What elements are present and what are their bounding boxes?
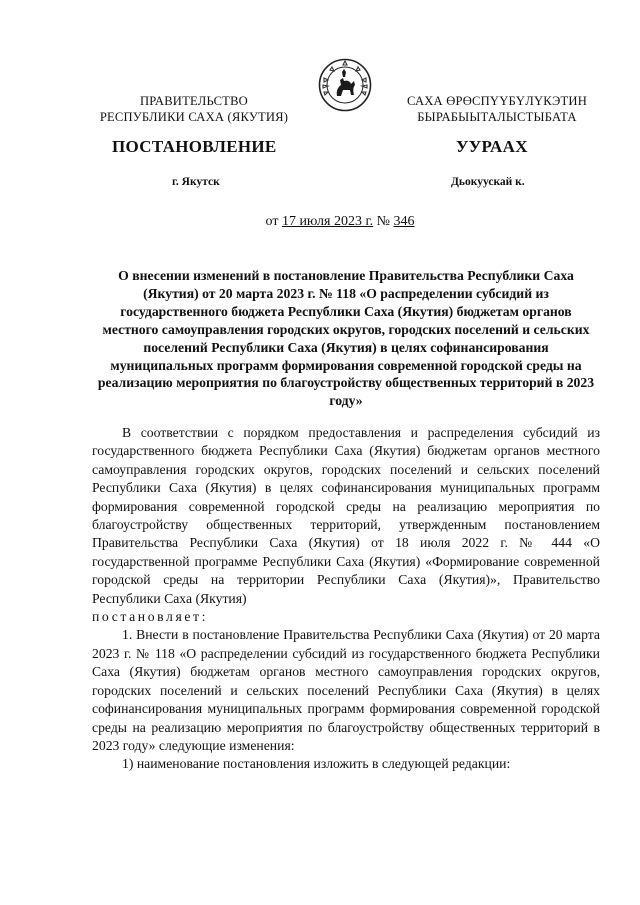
preamble-paragraph bbox=[92, 424, 600, 608]
decree-word: постановляет: bbox=[92, 609, 209, 625]
document-body bbox=[92, 424, 600, 774]
document-date: 17 июля 2023 г. bbox=[281, 214, 374, 229]
date-number-line bbox=[0, 214, 640, 230]
item-1-paragraph: 1. Внести в постановление Правительства Республики Саха (Якутия) от 20 марта 2023 г. № 118 «О распределении субсидий из государственного бюджета Республики Саха (Якутия) бюджетам органов местного самоуправления городских округов, городских поселений и сельских поселений Республики Саха (Якутия) в целях софинансирования муниципальных программ формирования современной городской среды на реализацию мероприятия по благоустройству общественных территорий в 2023 году» следующие изменения: bbox=[92, 627, 600, 753]
city-russian: г. Якутск bbox=[172, 176, 220, 188]
item-1-1-paragraph: 1) наименование постановления изложить в следующей редакции: bbox=[122, 756, 511, 772]
number-sign: № bbox=[376, 214, 390, 229]
date-prefix: от bbox=[265, 214, 279, 229]
coat-of-arms-icon bbox=[318, 58, 372, 112]
org-name-line: ПРАВИТЕЛЬСТВО bbox=[140, 94, 248, 108]
city-sakha: Дьокуускай к. bbox=[451, 176, 525, 188]
doc-type-russian: ПОСТАНОВЛЕНИЕ bbox=[112, 137, 277, 156]
document-title: О внесении изменений в постановление Правительства Республики Саха (Якутия) от 20 марта 2023 г. № 118 «О распределении субсидий из государственного бюджета Республики Саха (Якутия) бюджетам органов местного самоуправления городских округов, городских поселений и сельских поселений Республики Саха (Якутия) в целях софинансирования муниципальных программ формирования современной городской среды на реализацию мероприятия по благоустройству общественных территорий в 2023 году» bbox=[97, 268, 595, 409]
org-name-line: БЫРАБЫЫТАЛЫСТЫБАТА bbox=[417, 110, 577, 124]
preamble-text: В соответствии с порядком предоставления и распределения субсидий из государственного бюджета Республики Саха (Якутия) бюджетам органов местного самоуправления городских округов, городских поселений и сельских поселений Республики Саха (Якутия) в целях софинансирования муниципальных программ формирования современной городской среды на реализацию мероприятия по благоустройству общественных территорий, утвержденным постановлением Правительства Республики Саха (Якутия) от 18 июля 2022 г. № 444 «О государственной программе Республики Саха (Якутия) «Формирование современной городской среды на территории Республики Саха (Якутия)», Правительство Республики Саха (Якутия) bbox=[92, 425, 600, 606]
org-name-line: РЕСПУБЛИКИ САХА (ЯКУТИЯ) bbox=[99, 110, 289, 124]
org-name-sakha bbox=[392, 93, 602, 125]
document-number: 346 bbox=[393, 214, 415, 229]
doc-type-sakha: УУРААХ bbox=[456, 137, 528, 156]
org-name-russian bbox=[92, 93, 296, 125]
decree-word-line bbox=[92, 608, 600, 626]
org-name-line: САХА ӨРӨСПҮҮБҮЛҮКЭТИН bbox=[407, 94, 587, 108]
